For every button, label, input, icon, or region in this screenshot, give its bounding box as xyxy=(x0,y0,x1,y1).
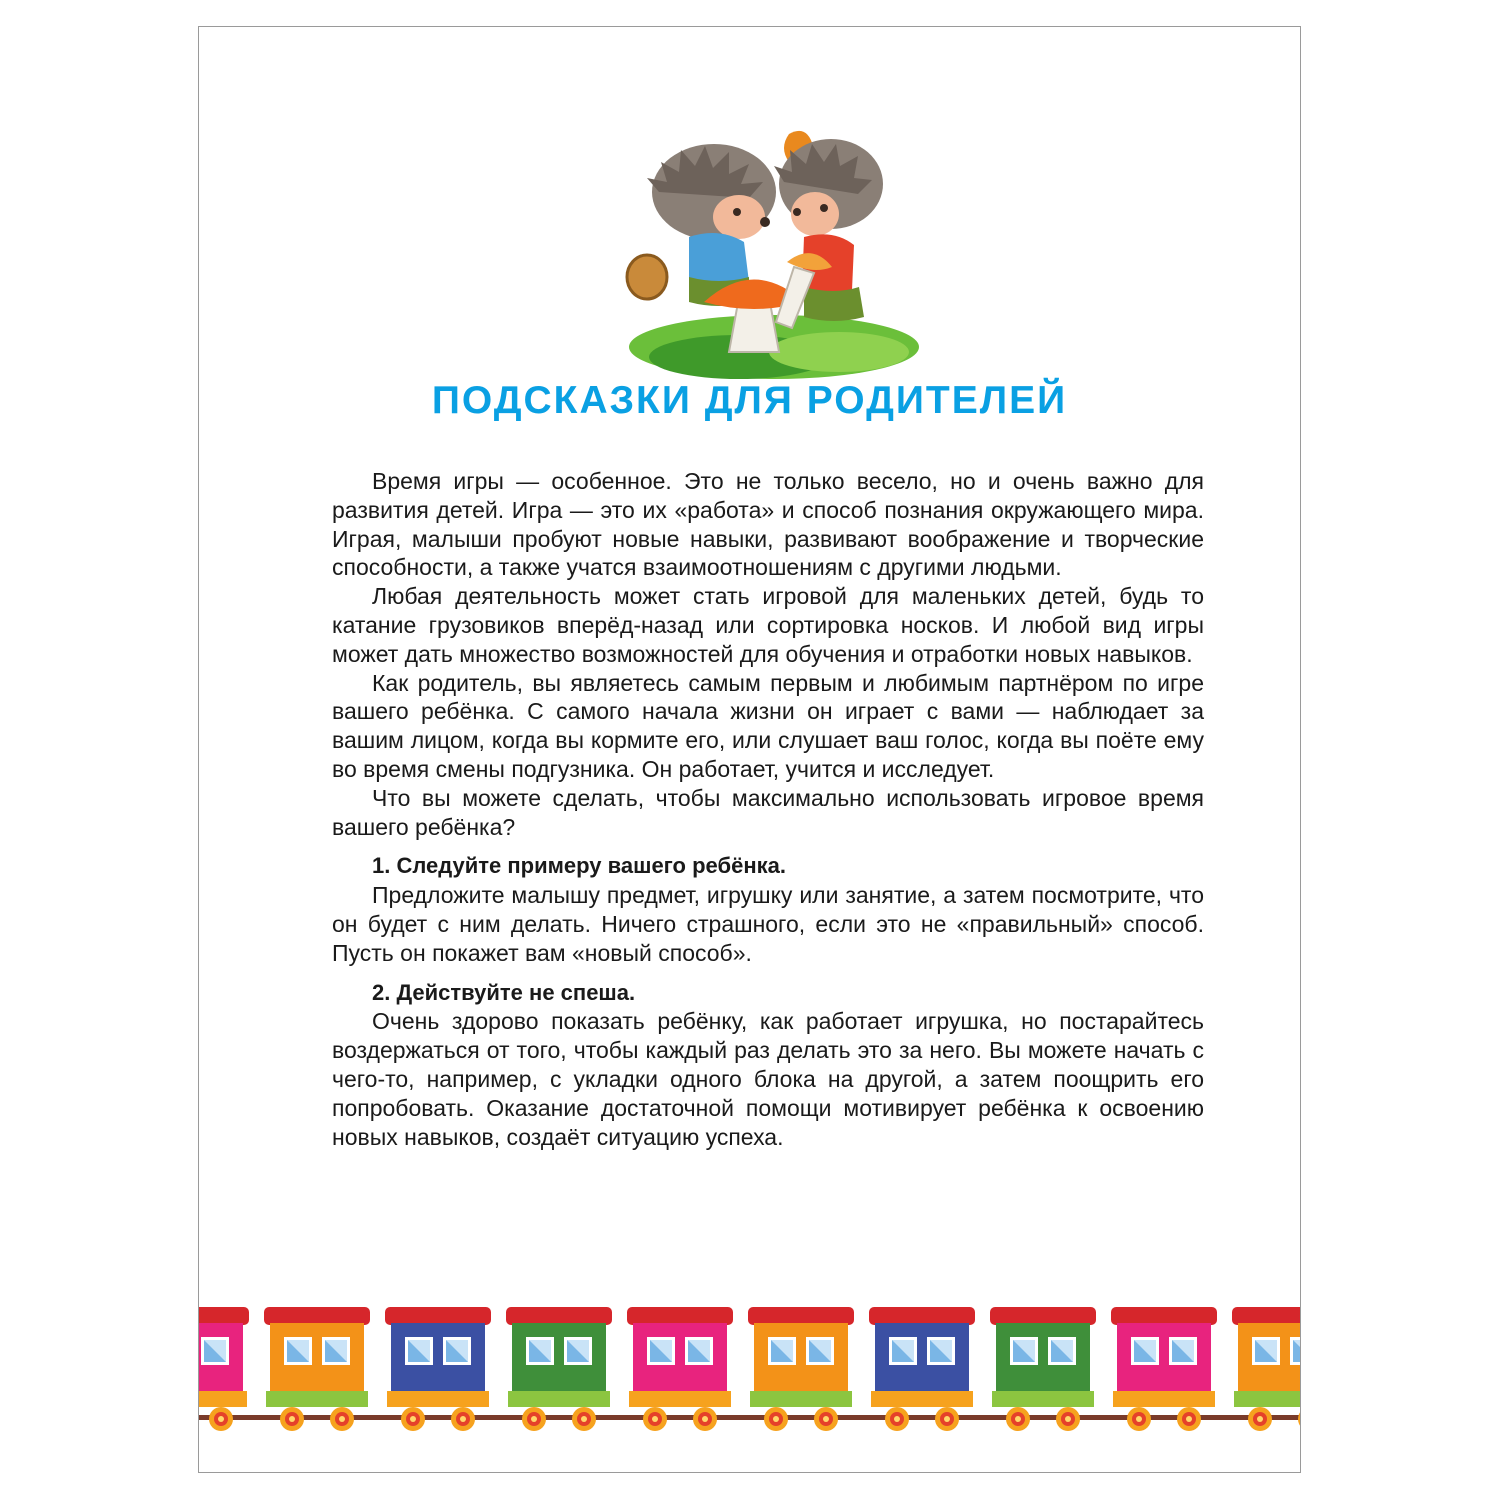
train-wagon xyxy=(385,1307,491,1431)
book-page xyxy=(198,26,1301,1473)
train-wagon xyxy=(506,1307,612,1431)
tip-heading: 2. Действуйте не спеша. xyxy=(372,979,636,1005)
tip-text: Очень здорово показать ребёнку, как работает игрушка, но постарайтесь воздержаться от того, чтобы каждый раз делать это за него. Вы можете начать с чего-то, например, с укладки одного блока на другой, а затем поощрить его попробовать. Оказание достаточной помощи мотивирует ребёнка к освоению новых навыков, создаёт ситуацию успеха. xyxy=(332,1008,1204,1150)
paragraph: Как родитель, вы являетесь самым первым и любимым партнёром по игре вашего ребёнка. С самого начала жизни он играет с вами — наблюдает за вашим лицом, когда вы кормите его, или слушает ваш голос, когда вы поёте ему во время смены подгузника. Он работает, учится и исследует. xyxy=(332,669,1204,782)
train-wagon xyxy=(1111,1307,1217,1431)
tip-text: Предложите малышу предмет, игрушку или занятие, а затем посмотрите, что он будет с ним делать. Ничего страшного, если это не «правильный» способ. Пусть он покажет вам «новый способ». xyxy=(332,882,1204,966)
train-wagon xyxy=(869,1307,975,1431)
paragraph: Время игры — особенное. Это не только весело, но и очень важно для развития детей. Игра — это их «работа» и способ познания окружающего мира. Играя, малыши пробуют новые навыки, развивают воображение и творческие способности, а также учатся взаимоотношениям с другими людьми. xyxy=(332,468,1204,581)
train-wagon xyxy=(627,1307,733,1431)
train-wagon xyxy=(748,1307,854,1431)
paragraph: Любая деятельность может стать игровой для маленьких детей, будь то катание грузовиков вперёд-назад или сортировка носков. И любой вид игры может дать множество возможностей для обучения и отработки новых навыков. xyxy=(332,583,1204,667)
train-wagon xyxy=(1232,1307,1301,1431)
tip-heading: 1. Следуйте примеру вашего ребёнка. xyxy=(372,853,786,879)
train-wagon xyxy=(199,1307,249,1431)
hedgehogs-with-mushrooms-icon xyxy=(619,112,929,387)
toy-train-border-icon xyxy=(199,1297,1301,1447)
page-title: ПОДСКАЗКИ ДЛЯ РОДИТЕЛЕЙ xyxy=(431,379,1068,422)
paragraph: Что вы можете сделать, чтобы максимально использовать игровое время вашего ребёнка? xyxy=(332,784,1204,840)
body-text xyxy=(332,467,1204,1151)
train-wagon xyxy=(264,1307,370,1431)
train-wagon xyxy=(990,1307,1096,1431)
